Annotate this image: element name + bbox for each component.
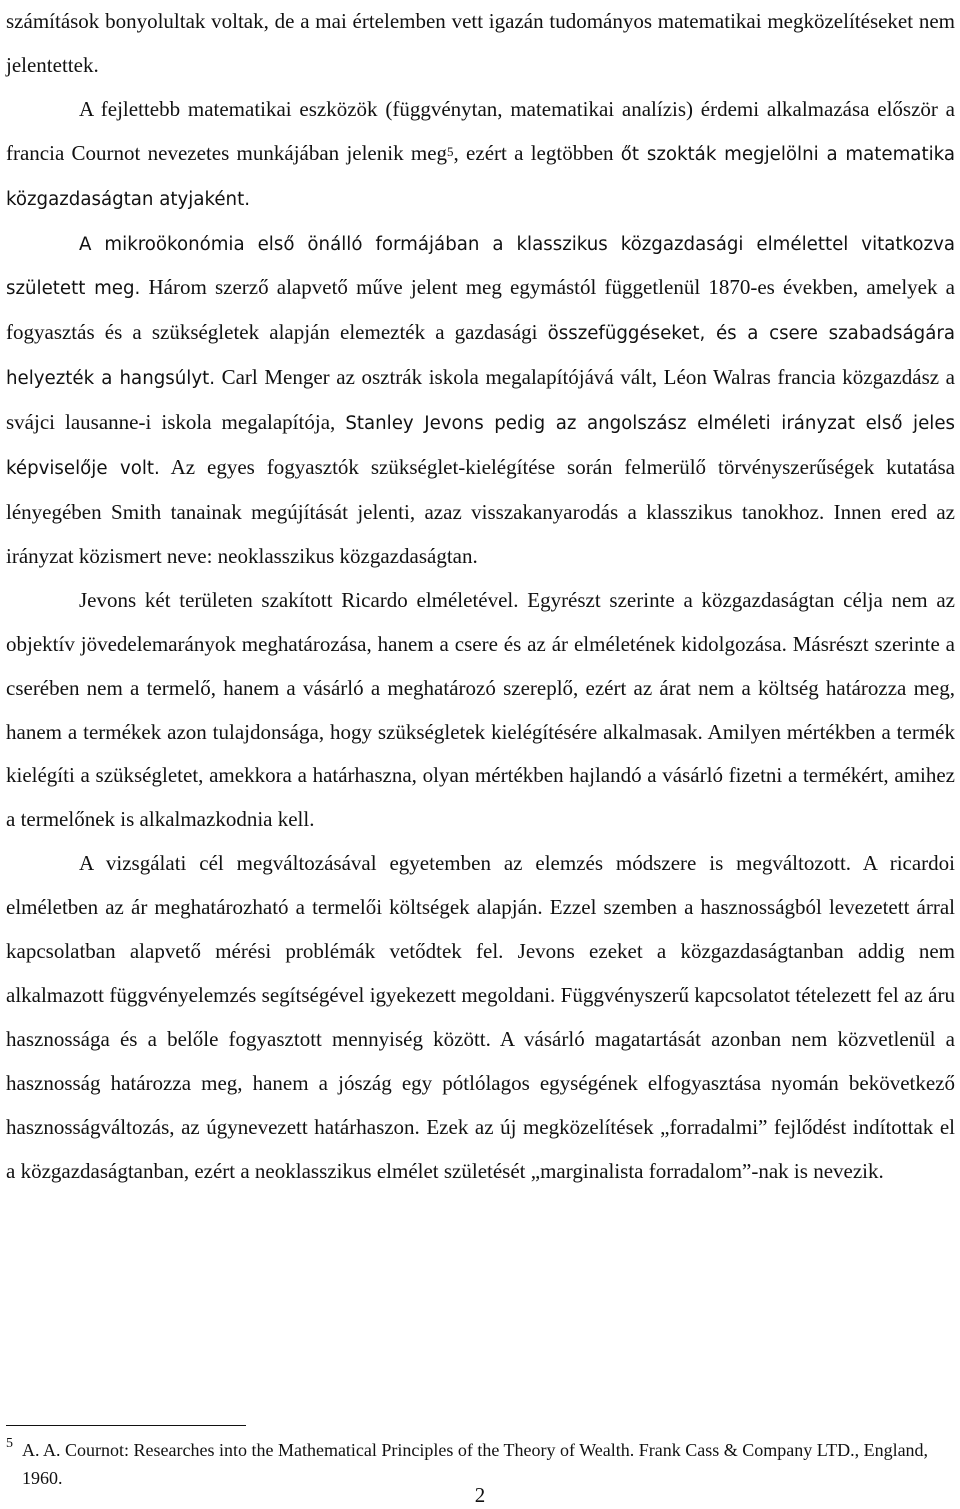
paragraph-text-sans: összefüggéseket, és a csere szabadságára helyezték a hangsúlyt. xyxy=(6,323,955,390)
body-text xyxy=(6,0,955,1193)
footnote-mark: 5 xyxy=(6,1436,13,1451)
paragraph-text: számítások bonyolultak voltak, de a mai értelemben vett igazán tudományos matematikai megközelítéseket nem jelentettek. xyxy=(6,9,955,77)
paragraph-method xyxy=(6,842,955,1193)
paragraph-text: Három szerző alapvető műve jelent meg egymástól függetlenül 1870-es években, amelyek a fogyasztás és a szükségletek alapján elemezték a gazdasági xyxy=(6,275,955,345)
paragraph-jevons xyxy=(6,579,955,842)
paragraph-text-sans: Stanley Jevons pedig az angolszász elméleti irányzat első jeles képviselője volt. xyxy=(6,413,955,480)
paragraph-text: Az egyes fogyasztók szükséglet-kielégítése során felmerülő törvényszerűségek kutatása lényegében Smith tanainak megújítását jelenti, azaz visszakanyarodás a klasszikus tanokhoz. Innen ered az irányzat közismert neve: neoklasszikus közgazdaságtan. xyxy=(6,455,955,568)
document-page xyxy=(6,0,955,1193)
footnote-text: A. A. Cournot: Researches into the Mathematical Principles of the Theory of Wealth. Frank Cass & Company LTD., England, 1960. xyxy=(22,1440,929,1488)
paragraph-text: , ezért a legtöbben xyxy=(453,140,621,165)
paragraph-text-sans: őt szokták megjelölni a matematika közgazdaságtan atyjaként. xyxy=(6,143,955,210)
paragraph-continuation xyxy=(6,0,955,88)
page-number: 2 xyxy=(474,1483,486,1507)
footnote-reference[interactable]: 5 xyxy=(447,143,454,159)
paragraph-text: Carl Menger az osztrák iskola megalapítójává vált, Léon Walras francia közgazdász a svájci lausanne-i iskola megalapítója, xyxy=(6,365,955,435)
paragraph-microeconomics xyxy=(6,222,955,579)
paragraph-text-sans: A mikroökonómia első önálló formájában a klasszikus közgazdasági elmélettel vitatkozva született meg. xyxy=(6,233,955,300)
paragraph-cournot xyxy=(6,88,955,222)
paragraph-text: Jevons két területen szakított Ricardo elméletével. Egyrészt szerinte a közgazdaságtan célja nem az objektív jövedelemarányok meghatározása, hanem a csere és az ár elméletének kidolgozása. Másrészt szerinte a cserében nem a termelő, hanem a vásárló a meghatározó szereplő, ezért az árat nem a költség határozza meg, hanem a termékek azon tulajdonsága, hogy szükségletek kielégítésére alkalmasak. Amilyen mértékben a termék kielégíti a szükségletet, amekkora a határhaszna, olyan mértékben hajlandó a vásárló fizetni a termékért, amihez a termelőnek is alkalmazkodnia kell. xyxy=(6,587,955,832)
paragraph-text: A fejlettebb matematikai eszközök (függvénytan, matematikai analízis) érdemi alkalmazása először a francia Cournot nevezetes munkájában jelenik meg xyxy=(6,96,955,165)
footnote-divider xyxy=(6,1425,246,1426)
paragraph-text: A vizsgálati cél megváltozásával egyetemben az elemzés módszere is megváltozott. A ricardoi elméletben az ár meghatározható a termelői költségek alapján. Ezzel szemben a hasznosságból levezetett árral kapcsolatban alapvető mérési problémák vetődtek fel. Jevons ezeket a közgazdaságtanban addig nem alkalmazott függvényelemzés segítségével igyekezett megoldani. Függvényszerű kapcsolatot tételezett fel az áru hasznossága és a belőle fogyasztott mennyiség között. A vásárló magatartását azonban nem közvetlenül a hasznosság határozza meg, hanem a jószág egy pótlólagos egységének elfogyasztása nyomán bekövetkező hasznosságváltozás, az úgynevezett határhaszon. Ezek az új megközelítések „forradalmi” fejlődést indítottak el a közgazdaságtanban, ezért a neoklasszikus elmélet születését „marginalista forradalom”-nak is nevezik. xyxy=(6,851,955,1183)
